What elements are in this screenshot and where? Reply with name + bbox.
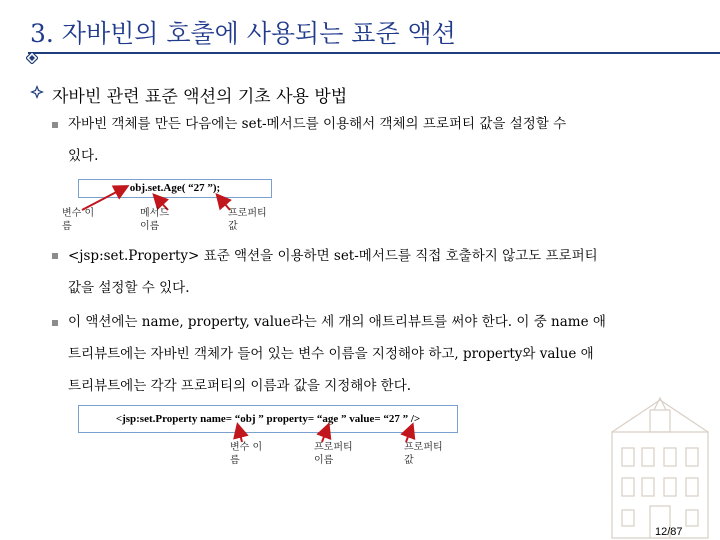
label-property-name: 프로퍼티 이름 <box>314 442 353 466</box>
label-variable-name: 변수 이름 <box>62 208 95 232</box>
label-variable-name-2: 변수 이름 <box>230 442 263 466</box>
bullet-1-line-1: 자바빈 객체를 만든 다음에는 set-메서드를 이용해서 객체의 프로퍼티 값을 설정할 수 <box>68 116 567 132</box>
code-example-set-property: <jsp:set.Property name= “obj ” property= “age ” value= “27 ” /> <box>78 405 458 433</box>
code-example-set-age: obj.set.Age( “27 ”); <box>78 179 272 198</box>
bullet-3-line-3: 트리뷰트에는 각각 프로퍼티의 이름과 값을 지정해야 한다. <box>68 378 412 394</box>
slide-title: 3. 자바빈의 호출에 사용되는 표준 액션 <box>30 19 456 48</box>
label-property-value: 프로퍼티 값 <box>228 208 267 232</box>
page-number: 12/87 <box>655 526 683 538</box>
bullet-3-line-1: 이 액션에는 name, property, value라는 세 개의 애트리뷰트를 써야 한다. 이 중 name 애 <box>68 314 606 330</box>
bullet-3-line-2: 트리뷰트에는 자바빈 객체가 들어 있는 변수 이름을 지정해야 하고, property와 value 애 <box>68 346 594 362</box>
bullet-1-line-2: 있다. <box>68 148 99 164</box>
bullet-2-line-1: <jsp:set.Property> 표준 액션을 이용하면 set-메서드를 직접 호출하지 않고도 프로퍼티 <box>68 248 598 264</box>
building-watermark-image <box>598 392 720 540</box>
label-property-value-2: 프로퍼티 값 <box>404 442 443 466</box>
section-heading: 자바빈 관련 표준 액션의 기초 사용 방법 <box>52 87 348 107</box>
bullet-2-line-2: 값을 설정할 수 있다. <box>68 280 190 296</box>
label-method-name: 메서드 이름 <box>140 208 169 232</box>
